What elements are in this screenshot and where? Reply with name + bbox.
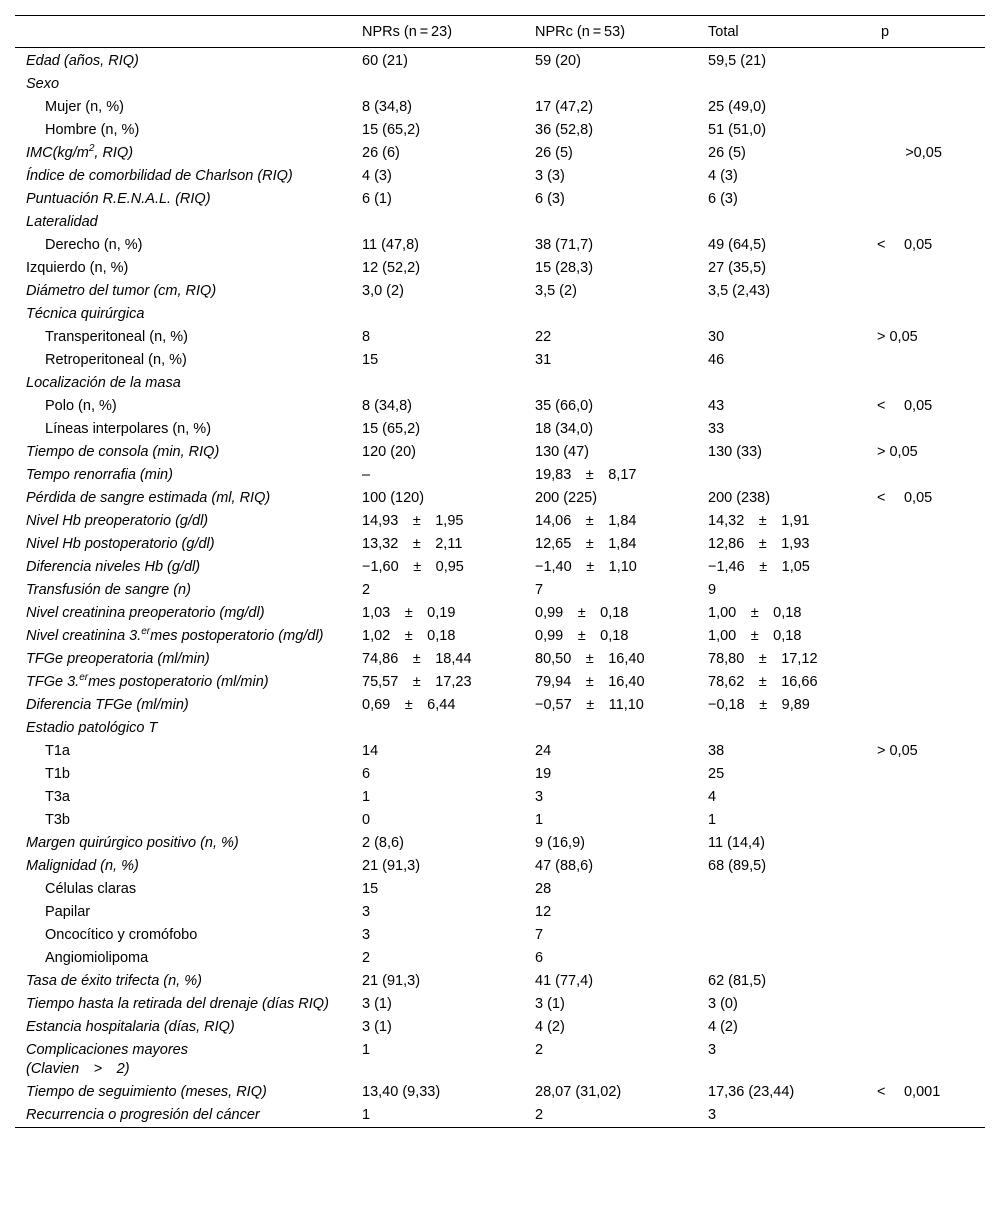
- p-value-cell: [870, 579, 985, 602]
- p-value-cell: [870, 970, 985, 993]
- value-cell-c1: 1,03 ± 0,19: [362, 605, 456, 621]
- row-label: Papilar: [45, 904, 91, 920]
- value-cell-c1: 120 (20): [362, 444, 417, 460]
- value-cell-c3: [697, 901, 870, 924]
- value-cell-c3: 6 (3): [708, 191, 738, 207]
- value-cell-c1: 15 (65,2): [362, 421, 421, 437]
- value-cell-c2: 1: [535, 812, 544, 828]
- p-value-cell: [870, 763, 985, 786]
- table-row: [15, 901, 985, 924]
- p-value-cell: < 0,05: [877, 398, 933, 414]
- p-value-cell: > 0,05: [877, 329, 918, 345]
- row-label: Nivel Hb postoperatorio (g/dl): [26, 536, 215, 552]
- p-value-cell: [870, 993, 985, 1016]
- value-cell-c1: [351, 73, 524, 96]
- value-cell-c3: 46: [708, 352, 725, 368]
- table-row: [15, 510, 985, 533]
- value-cell-c3: 3,5 (2,43): [708, 283, 771, 299]
- row-label: T3b: [45, 812, 70, 828]
- value-cell-c2: 19: [535, 766, 552, 782]
- value-cell-c1: 21 (91,3): [362, 858, 421, 874]
- value-cell-c3: 17,36 (23,44): [708, 1084, 795, 1100]
- value-cell-c2: 4 (2): [535, 1019, 565, 1035]
- header-p: p: [881, 23, 890, 40]
- row-label: Estancia hospitalaria (días, RIQ): [26, 1019, 235, 1035]
- value-cell-c2: 47 (88,6): [535, 858, 594, 874]
- value-cell-c3: 33: [708, 421, 725, 437]
- value-cell-c1: 8 (34,8): [362, 398, 412, 414]
- value-cell-c1: 74,86 ± 18,44: [362, 651, 472, 667]
- value-cell-c1: 1,02 ± 0,18: [362, 628, 456, 644]
- value-cell-c1: 3,0 (2): [362, 283, 404, 299]
- value-cell-c1: 1: [362, 789, 371, 805]
- value-cell-c2: 22: [535, 329, 552, 345]
- value-cell-c3: 4 (3): [708, 168, 738, 184]
- row-label: [15, 671, 351, 694]
- value-cell-c2: [524, 73, 697, 96]
- value-cell-c2: 3,5 (2): [535, 283, 577, 299]
- value-cell-c1: 15: [362, 352, 379, 368]
- p-value-cell: [870, 625, 985, 648]
- value-cell-c1: 12 (52,2): [362, 260, 421, 276]
- table-row: [15, 878, 985, 901]
- value-cell-c1: 0: [362, 812, 371, 828]
- p-value-cell: [870, 188, 985, 211]
- value-cell-c1: 2: [362, 950, 371, 966]
- value-cell-c2: 9 (16,9): [535, 835, 585, 851]
- table-row: [15, 73, 985, 96]
- value-cell-c2: 38 (71,7): [535, 237, 594, 253]
- row-label-text: mes postoperatorio (mg/dl): [150, 628, 324, 644]
- value-cell-c3: 26 (5): [708, 145, 746, 161]
- value-cell-c2: 28,07 (31,02): [535, 1084, 622, 1100]
- p-value-cell: [870, 1016, 985, 1039]
- table-row: [15, 48, 985, 74]
- value-cell-c2: [524, 303, 697, 326]
- value-cell-c2: 79,94 ± 16,40: [535, 674, 645, 690]
- value-cell-c3: [697, 717, 870, 740]
- row-label-superscript: er: [79, 672, 89, 684]
- value-cell-c3: [697, 924, 870, 947]
- table-row: [15, 947, 985, 970]
- p-value-cell: [870, 878, 985, 901]
- value-cell-c1: 75,57 ± 17,23: [362, 674, 472, 690]
- p-value-cell: [870, 855, 985, 878]
- table-row: [15, 602, 985, 625]
- row-label-text: mes postoperatorio (ml/min): [88, 674, 269, 690]
- table-row: [15, 970, 985, 993]
- row-label: T1a: [45, 743, 70, 759]
- table-row: [15, 855, 985, 878]
- row-label: Diferencia niveles Hb (g/dl): [26, 559, 201, 575]
- value-cell-c2: 17 (47,2): [535, 99, 594, 115]
- row-label: Angiomiolipoma: [45, 950, 149, 966]
- value-cell-c1: [351, 303, 524, 326]
- value-cell-c2: 3 (3): [535, 168, 565, 184]
- value-cell-c1: 13,32 ± 2,11: [362, 536, 463, 552]
- table-row: [15, 832, 985, 855]
- value-cell-c3: 1,00 ± 0,18: [708, 605, 802, 621]
- p-value-cell: [870, 809, 985, 832]
- p-value-cell: [870, 832, 985, 855]
- table-row: [15, 234, 985, 257]
- value-cell-c3: 4 (2): [708, 1019, 738, 1035]
- value-cell-c3: −1,46 ± 1,05: [708, 559, 810, 575]
- p-value-cell: [870, 510, 985, 533]
- row-label: Localización de la masa: [26, 375, 181, 391]
- value-cell-c3: [697, 73, 870, 96]
- value-cell-c3: 68 (89,5): [708, 858, 767, 874]
- row-label: Mujer (n, %): [45, 99, 124, 115]
- value-cell-c1: [351, 211, 524, 234]
- value-cell-c3: 200 (238): [708, 490, 771, 506]
- table-row: [15, 993, 985, 1016]
- p-value-cell: > 0,05: [877, 743, 918, 759]
- p-value-cell: >0,05: [877, 145, 942, 161]
- table-row: [15, 1039, 985, 1081]
- value-cell-c3: 1,00 ± 0,18: [708, 628, 802, 644]
- value-cell-c2: 80,50 ± 16,40: [535, 651, 645, 667]
- value-cell-c3: [697, 303, 870, 326]
- row-label: Izquierdo (n, %): [26, 260, 129, 276]
- value-cell-c3: 14,32 ± 1,91: [708, 513, 810, 529]
- row-label: T1b: [45, 766, 70, 782]
- value-cell-c3: 12,86 ± 1,93: [708, 536, 810, 552]
- p-value-cell: [870, 73, 985, 96]
- value-cell-c3: 3: [708, 1107, 717, 1123]
- row-label: Recurrencia o progresión del cáncer: [26, 1107, 260, 1123]
- value-cell-c2: 26 (5): [535, 145, 573, 161]
- row-label: Nivel Hb preoperatorio (g/dl): [26, 513, 209, 529]
- table-body: [15, 48, 985, 1128]
- table-row: [15, 165, 985, 188]
- row-label: Tiempo de seguimiento (meses, RIQ): [26, 1084, 267, 1100]
- value-cell-c3: [697, 211, 870, 234]
- row-label: Polo (n, %): [45, 398, 117, 414]
- row-label: Diámetro del tumor (cm, RIQ): [26, 283, 217, 299]
- table-row: [15, 625, 985, 648]
- value-cell-c2: [524, 372, 697, 395]
- value-cell-c2: 12,65 ± 1,84: [535, 536, 637, 552]
- value-cell-c3: 3 (0): [708, 996, 738, 1012]
- value-cell-c1: 14: [362, 743, 379, 759]
- p-value-cell: [870, 96, 985, 119]
- p-value-cell: [870, 257, 985, 280]
- table-row: [15, 579, 985, 602]
- row-label: Estadio patológico T: [26, 720, 158, 736]
- table-row: [15, 809, 985, 832]
- p-value-cell: [870, 671, 985, 694]
- value-cell-c2: 35 (66,0): [535, 398, 594, 414]
- p-value-cell: [870, 119, 985, 142]
- table-row: [15, 188, 985, 211]
- value-cell-c1: [351, 717, 524, 740]
- value-cell-c3: 11 (14,4): [708, 835, 765, 851]
- row-label: Tasa de éxito trifecta (n, %): [26, 973, 202, 989]
- value-cell-c2: 7: [535, 582, 544, 598]
- row-label: Puntuación R.E.N.A.L. (RIQ): [26, 191, 211, 207]
- p-value-cell: < 0,05: [877, 237, 933, 253]
- value-cell-c1: 0,69 ± 6,44: [362, 697, 456, 713]
- row-label: Retroperitoneal (n, %): [45, 352, 187, 368]
- p-value-cell: [870, 901, 985, 924]
- p-value-cell: [870, 349, 985, 372]
- value-cell-c2: 41 (77,4): [535, 973, 594, 989]
- value-cell-c2: 59 (20): [535, 53, 581, 69]
- table-row: [15, 395, 985, 418]
- value-cell-c1: 15 (65,2): [362, 122, 421, 138]
- row-label: Sexo: [26, 76, 60, 92]
- value-cell-c1: –: [362, 467, 371, 483]
- row-label: Margen quirúrgico positivo (n, %): [26, 835, 239, 851]
- table-row: [15, 763, 985, 786]
- value-cell-c1: 4 (3): [362, 168, 392, 184]
- value-cell-c2: 28: [535, 881, 552, 897]
- value-cell-c3: 1: [708, 812, 717, 828]
- value-cell-c1: 100 (120): [362, 490, 425, 506]
- table-row: [15, 740, 985, 763]
- table-row: [15, 786, 985, 809]
- table-header: [15, 16, 985, 48]
- value-cell-c3: 9: [708, 582, 717, 598]
- results-table: [15, 15, 985, 1128]
- value-cell-c2: 6 (3): [535, 191, 565, 207]
- header-row: [15, 16, 985, 48]
- p-value-cell: [870, 464, 985, 487]
- table-row: [15, 556, 985, 579]
- header-nprs: NPRs (n = 23): [362, 23, 453, 40]
- value-cell-c3: [697, 878, 870, 901]
- row-label: Tiempo hasta la retirada del drenaje (días RIQ): [26, 996, 329, 1012]
- value-cell-c3: 59,5 (21): [708, 53, 767, 69]
- value-cell-c2: 14,06 ± 1,84: [535, 513, 637, 529]
- table-row: [15, 372, 985, 395]
- table-row: [15, 280, 985, 303]
- value-cell-c2: 7: [535, 927, 544, 943]
- p-value-cell: [870, 786, 985, 809]
- value-cell-c1: 3: [362, 927, 371, 943]
- value-cell-c3: 38: [708, 743, 725, 759]
- row-label: [15, 625, 351, 648]
- value-cell-c3: 25: [708, 766, 725, 782]
- value-cell-c1: 15: [362, 881, 379, 897]
- row-label: TFGe preoperatoria (ml/min): [26, 651, 210, 667]
- value-cell-c1: 1: [362, 1107, 371, 1123]
- table-row: [15, 142, 985, 165]
- table-row: [15, 1016, 985, 1039]
- value-cell-c3: 78,80 ± 17,12: [708, 651, 818, 667]
- row-label: Índice de comorbilidad de Charlson (RIQ): [26, 168, 293, 184]
- value-cell-c1: 14,93 ± 1,95: [362, 513, 464, 529]
- row-label-superscript: 2: [88, 143, 95, 155]
- table-row: [15, 96, 985, 119]
- value-cell-c1: 3 (1): [362, 1019, 392, 1035]
- value-cell-c2: 0,99 ± 0,18: [535, 628, 629, 644]
- header-nprc: NPRc (n = 53): [535, 23, 626, 40]
- row-label-text: Nivel creatinina 3.: [26, 628, 142, 644]
- value-cell-c2: 2: [535, 1107, 544, 1123]
- value-cell-c2: 130 (47): [535, 444, 590, 460]
- table-row: [15, 303, 985, 326]
- value-cell-c1: 60 (21): [362, 53, 408, 69]
- table-row: [15, 671, 985, 694]
- value-cell-c2: 200 (225): [535, 490, 598, 506]
- value-cell-c3: 30: [708, 329, 725, 345]
- row-label: Nivel creatinina preoperatorio (mg/dl): [26, 605, 265, 621]
- value-cell-c3: [697, 464, 870, 487]
- value-cell-c1: 13,40 (9,33): [362, 1084, 441, 1100]
- value-cell-c2: 0,99 ± 0,18: [535, 605, 629, 621]
- row-label: Líneas interpolares (n, %): [45, 421, 212, 437]
- value-cell-c3: 51 (51,0): [708, 122, 767, 138]
- p-value-cell: [870, 648, 985, 671]
- value-cell-c2: −0,57 ± 11,10: [535, 697, 644, 713]
- row-label-text: TFGe 3.: [26, 674, 80, 690]
- row-label: Transperitoneal (n, %): [45, 329, 188, 345]
- value-cell-c3: 27 (35,5): [708, 260, 767, 276]
- value-cell-c3: 25 (49,0): [708, 99, 767, 115]
- value-cell-c2: [524, 717, 697, 740]
- value-cell-c1: [351, 372, 524, 395]
- row-label: Tempo renorrafia (min): [26, 467, 173, 483]
- p-value-cell: [870, 924, 985, 947]
- p-value-cell: [870, 533, 985, 556]
- p-value-cell: [870, 602, 985, 625]
- value-cell-c1: 2: [362, 582, 371, 598]
- row-label-text: IMC(kg/m: [26, 145, 89, 161]
- p-value-cell: [870, 303, 985, 326]
- value-cell-c1: 1: [362, 1042, 371, 1058]
- row-label-superscript: er: [141, 626, 151, 638]
- header-variable: [15, 16, 351, 48]
- row-label: Lateralidad: [26, 214, 98, 230]
- value-cell-c1: 6 (1): [362, 191, 392, 207]
- value-cell-c2: 3 (1): [535, 996, 565, 1012]
- value-cell-c1: 26 (6): [362, 145, 400, 161]
- table-row: [15, 211, 985, 234]
- table-row: [15, 464, 985, 487]
- value-cell-c2: −1,40 ± 1,10: [535, 559, 637, 575]
- p-value-cell: [870, 1039, 985, 1081]
- value-cell-c1: 3 (1): [362, 996, 392, 1012]
- row-label: Tiempo de consola (min, RIQ): [26, 444, 220, 460]
- p-value-cell: < 0,05: [877, 490, 933, 506]
- row-label: Técnica quirúrgica: [26, 306, 145, 322]
- table-row: [15, 694, 985, 717]
- value-cell-c2: 36 (52,8): [535, 122, 594, 138]
- value-cell-c1: 6: [362, 766, 371, 782]
- value-cell-c1: 11 (47,8): [362, 237, 419, 253]
- value-cell-c1: 21 (91,3): [362, 973, 421, 989]
- row-label: Diferencia TFGe (ml/min): [26, 697, 189, 713]
- row-label: Células claras: [45, 881, 137, 897]
- value-cell-c3: 62 (81,5): [708, 973, 767, 989]
- value-cell-c3: 43: [708, 398, 725, 414]
- row-label: Edad (años, RIQ): [26, 53, 139, 69]
- row-label: T3a: [45, 789, 70, 805]
- table-row: [15, 418, 985, 441]
- row-label: Complicaciones mayores (Clavien > 2): [26, 1042, 188, 1077]
- table-row: [15, 533, 985, 556]
- value-cell-c2: 3: [535, 789, 544, 805]
- value-cell-c3: 78,62 ± 16,66: [708, 674, 818, 690]
- value-cell-c1: 8 (34,8): [362, 99, 412, 115]
- row-label: Pérdida de sangre estimada (ml, RIQ): [26, 490, 271, 506]
- p-value-cell: [870, 48, 985, 74]
- value-cell-c2: 15 (28,3): [535, 260, 594, 276]
- row-label: Malignidad (n, %): [26, 858, 139, 874]
- value-cell-c2: 24: [535, 743, 552, 759]
- value-cell-c3: [697, 947, 870, 970]
- p-value-cell: < 0,001: [877, 1084, 941, 1100]
- p-value-cell: [870, 280, 985, 303]
- value-cell-c3: 130 (33): [708, 444, 763, 460]
- p-value-cell: [870, 372, 985, 395]
- table-row: [15, 717, 985, 740]
- value-cell-c3: [697, 372, 870, 395]
- value-cell-c1: 8: [362, 329, 371, 345]
- results-table-container: [15, 15, 985, 1128]
- p-value-cell: [870, 1104, 985, 1128]
- row-label: [15, 142, 351, 165]
- value-cell-c1: 2 (8,6): [362, 835, 404, 851]
- row-label: Oncocítico y cromófobo: [45, 927, 198, 943]
- p-value-cell: [870, 211, 985, 234]
- p-value-cell: [870, 694, 985, 717]
- value-cell-c3: 4: [708, 789, 717, 805]
- value-cell-c3: 49 (64,5): [708, 237, 767, 253]
- table-row: [15, 349, 985, 372]
- table-row: [15, 1104, 985, 1128]
- row-label: Hombre (n, %): [45, 122, 140, 138]
- value-cell-c1: −1,60 ± 0,95: [362, 559, 464, 575]
- p-value-cell: [870, 717, 985, 740]
- value-cell-c2: 31: [535, 352, 552, 368]
- p-value-cell: [870, 418, 985, 441]
- p-value-cell: [870, 556, 985, 579]
- table-row: [15, 119, 985, 142]
- table-row: [15, 648, 985, 671]
- value-cell-c2: 6: [535, 950, 544, 966]
- table-row: [15, 326, 985, 349]
- row-label-text: , RIQ): [94, 145, 134, 161]
- value-cell-c1: 3: [362, 904, 371, 920]
- value-cell-c2: 19,83 ± 8,17: [535, 467, 637, 483]
- row-label: Transfusión de sangre (n): [26, 582, 191, 598]
- value-cell-c2: 2: [535, 1042, 544, 1058]
- table-row: [15, 257, 985, 280]
- header-total: Total: [708, 23, 739, 40]
- table-row: [15, 924, 985, 947]
- value-cell-c2: 18 (34,0): [535, 421, 594, 437]
- value-cell-c3: −0,18 ± 9,89: [708, 697, 810, 713]
- p-value-cell: [870, 165, 985, 188]
- p-value-cell: [870, 947, 985, 970]
- value-cell-c3: 3: [708, 1042, 717, 1058]
- value-cell-c2: [524, 211, 697, 234]
- row-label: Derecho (n, %): [45, 237, 143, 253]
- p-value-cell: > 0,05: [877, 444, 918, 460]
- table-row: [15, 1081, 985, 1104]
- table-row: [15, 487, 985, 510]
- table-row: [15, 441, 985, 464]
- value-cell-c2: 12: [535, 904, 552, 920]
